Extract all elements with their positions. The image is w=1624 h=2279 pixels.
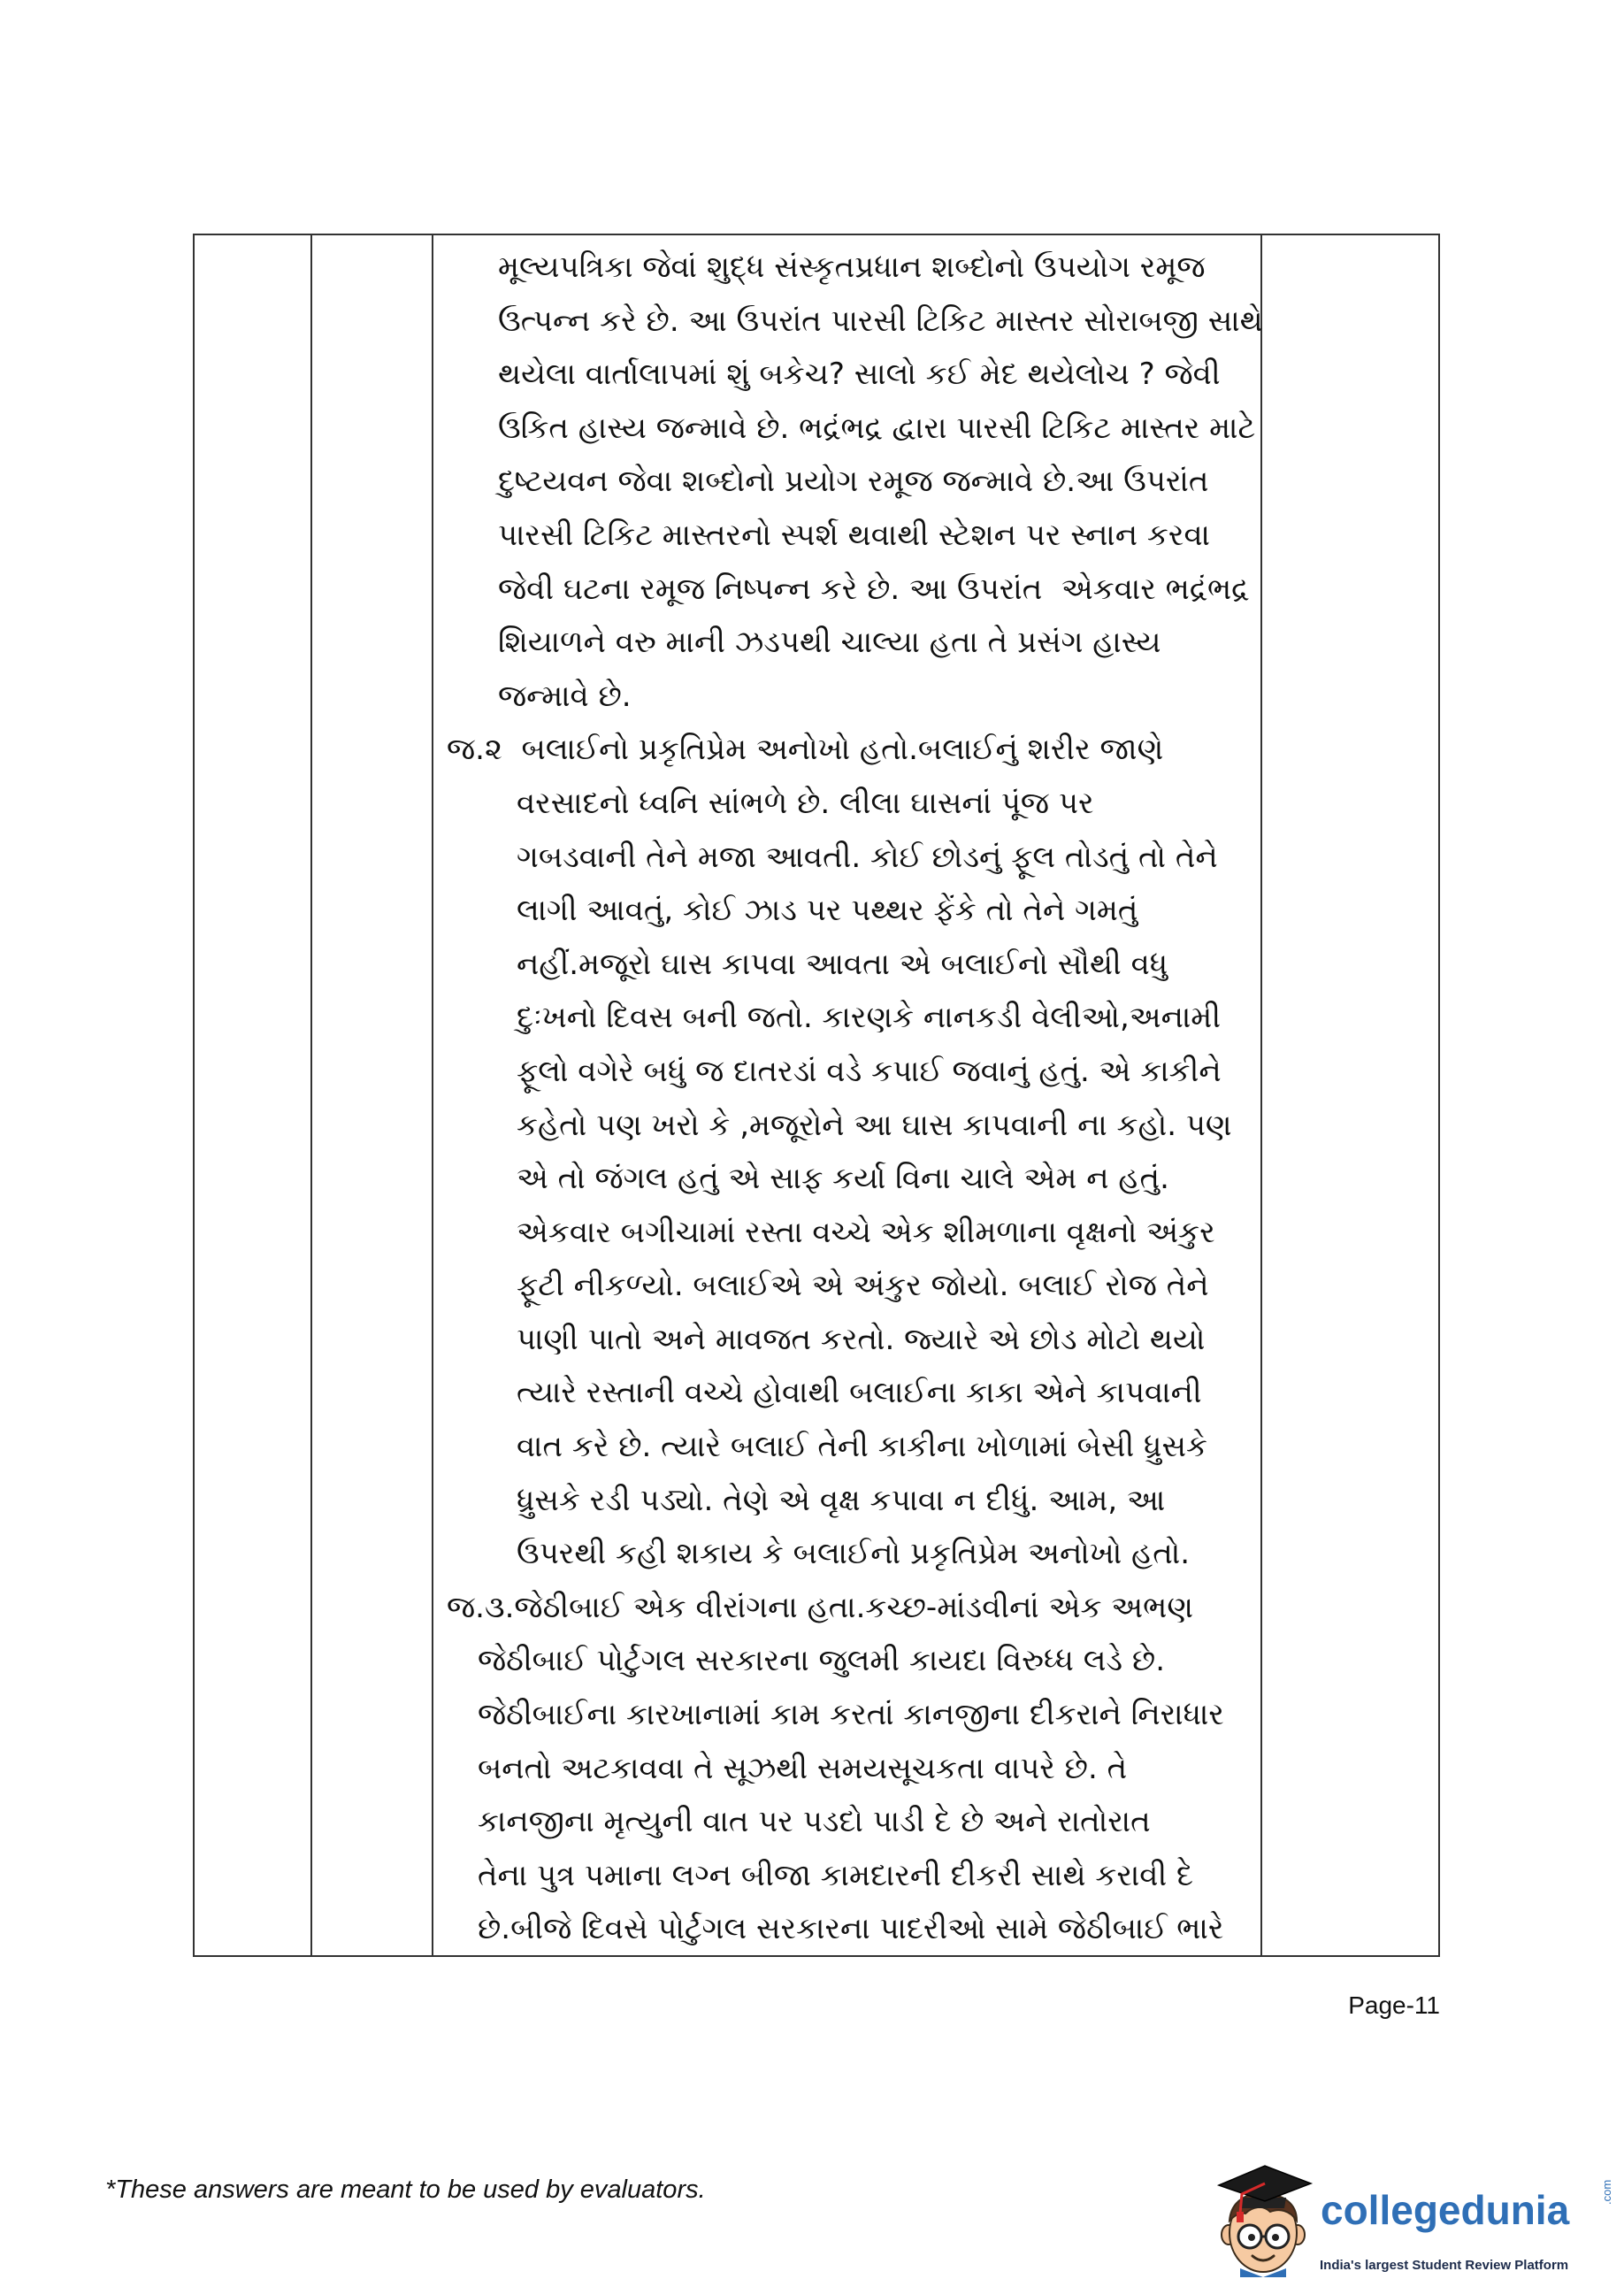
answer-line: જન્માવે છે. [498,678,632,714]
answer-line: એ તો જંગલ હતું એ સાફ કર્યા વિના ચાલે એમ ન હતું. [517,1161,1169,1197]
answer-line: ઉકિત હાસ્ય જન્માવે છે. ભદ્રંભદ્ર દ્વારા પારસી ટિકિટ માસ્તર માટે [498,410,1256,446]
answer-line: દુઃખનો દિવસ બની જતો. કારણકે નાનકડી વેલીઓ,અનામી [517,1000,1222,1036]
answer-line: વરસાદનો ધ્વનિ સાંભળે છે. લીલા ઘાસનાં પૂંજ પર [517,785,1094,821]
answer-line: તેના પુત્ર પમાના લગ્ન બીજા કામદારની દીકરી સાથે કરાવી દે [478,1857,1193,1893]
answer-line: મૂલ્યપત્રિકા જેવાં શુદ્ધ સંસ્કૃતપ્રધાન શબ્દોનો ઉપયોગ રમૂજ [498,249,1206,285]
answer-line: એકવાર બગીચામાં રસ્તા વચ્ચે એક શીમળાના વૃક્ષનો અંકુર [517,1214,1215,1250]
answer-line: ઉપરથી કહી શકાય કે બલાઈનો પ્રકૃતિપ્રેમ અનોખો હતો. [517,1536,1191,1572]
column-divider [310,235,312,1955]
brand-tagline: India's largest Student Review Platform [1320,2258,1569,2273]
answer-line: છે.બીજે દિવસે પોર્ટુગલ સરકારના પાદરીઓ સામે જેઠીબાઈ ભારે [478,1911,1224,1947]
answer-line: જ.૩.જેઠીબાઈ એક વીરાંગના હતા.કચ્છ-માંડવીનાં એક અભણ [447,1589,1193,1625]
answer-line: જેઠીબાઈ પોર્ટુગલ સરકારના જુલમી કાયદા વિરુધ્ધ લડે છે. [478,1643,1165,1679]
answer-line: ફૂટી નીકળ્યો. બલાઈએ એ અંકુર જોયો. બલાઈ રોજ તેને [517,1268,1209,1304]
answer-line: શિયાળને વરુ માની ઝડપથી ચાલ્યા હતા તે પ્રસંગ હાસ્ય [498,625,1161,661]
answer-line: ધ્રુસકે રડી પડ્યો. તેણે એ વૃક્ષ કપાવા ન દીધું. આમ, આ [517,1482,1166,1518]
brand-suffix: .com [1600,2179,1613,2205]
answer-line: ગબડવાની તેને મજા આવતી. કોઈ છોડનું ફૂલ તોડતું તો તેને [517,839,1218,875]
answer-line: જેવી ઘટના રમૂજ નિષ્પન્ન કરે છે. આ ઉપરાંત એકવાર ભદ્રંભદ્ર [498,571,1250,607]
answer-line: ઉત્પન્ન કરે છે. આ ઉપરાંત પારસી ટિકિટ માસ્તર સોરાબજી સાથે [498,303,1263,339]
answer-line: જેઠીબાઈના કારખાનામાં કામ કરતાં કાનજીના દીકરાને નિરાધાર [478,1697,1224,1733]
answer-text-column [432,241,1263,1956]
answer-line: પારસી ટિકિટ માસ્તરનો સ્પર્શ થવાથી સ્ટેશન પર સ્નાન કરવા [498,517,1210,553]
collegedunia-mascot-icon [1214,2159,1315,2277]
answer-line: જ.૨ બલાઈનો પ્રકૃતિપ્રેમ અનોખો હતો.બલાઈનું શરીર જાણે [447,732,1164,768]
answer-line: કહેતો પણ ખરો કે ,મજૂરોને આ ઘાસ કાપવાની ના કહો. પણ [517,1107,1232,1143]
column-divider [1260,235,1262,1955]
answer-block-2 [432,723,1260,1581]
answer-line: થયેલા વાર્તાલાપમાં શું બકેચ? સાલો કઈ મેદ થયેલોચ ? જેવી [498,357,1221,393]
page-number: Page-11 [1348,1991,1440,2019]
answer-line: કાનજીના મૃત્યુની વાત પર પડદો પાડી દે છે અને રાતોરાત [478,1804,1151,1840]
answer-line: પાણી પાતો અને માવજત કરતો. જ્યારે એ છોડ મોટો થયો [517,1321,1206,1357]
collegedunia-logo[interactable] [1214,2159,1620,2279]
answer-line: નહીં.મજૂરો ઘાસ કાપવા આવતા એ બલાઈનો સૌથી વધુ [517,946,1168,982]
answer-line: ત્યારે રસ્તાની વચ્ચે હોવાથી બલાઈના કાકા એને કાપવાની [517,1375,1202,1411]
evaluator-note: *These answers are meant to be used by evaluators. [105,2175,706,2204]
answer-line: ફૂલો વગેરે બધું જ દાતરડાં વડે કપાઈ જવાનું હતું. એ કાકીને [517,1053,1222,1089]
brand-name: collegedunia [1321,2187,1570,2233]
answer-block-3 [432,1581,1260,1956]
answer-block-1 [432,241,1263,723]
answer-line: વાત કરે છે. ત્યારે બલાઈ તેની કાકીના ખોળામાં બેસી ધ્રુસકે [517,1429,1208,1465]
answer-line: દુષ્ટયવન જેવા શબ્દોનો પ્રયોગ રમૂજ જન્માવે છે.આ ઉપરાંત [498,464,1209,500]
answer-line: લાગી આવતું, કોઈ ઝાડ પર પથ્થર ફેંકે તો તેને ગમતું [517,893,1138,929]
answer-line: બનતો અટકાવવા તે સૂઝથી સમયસૂચકતા વાપરે છે. તે [478,1750,1128,1786]
